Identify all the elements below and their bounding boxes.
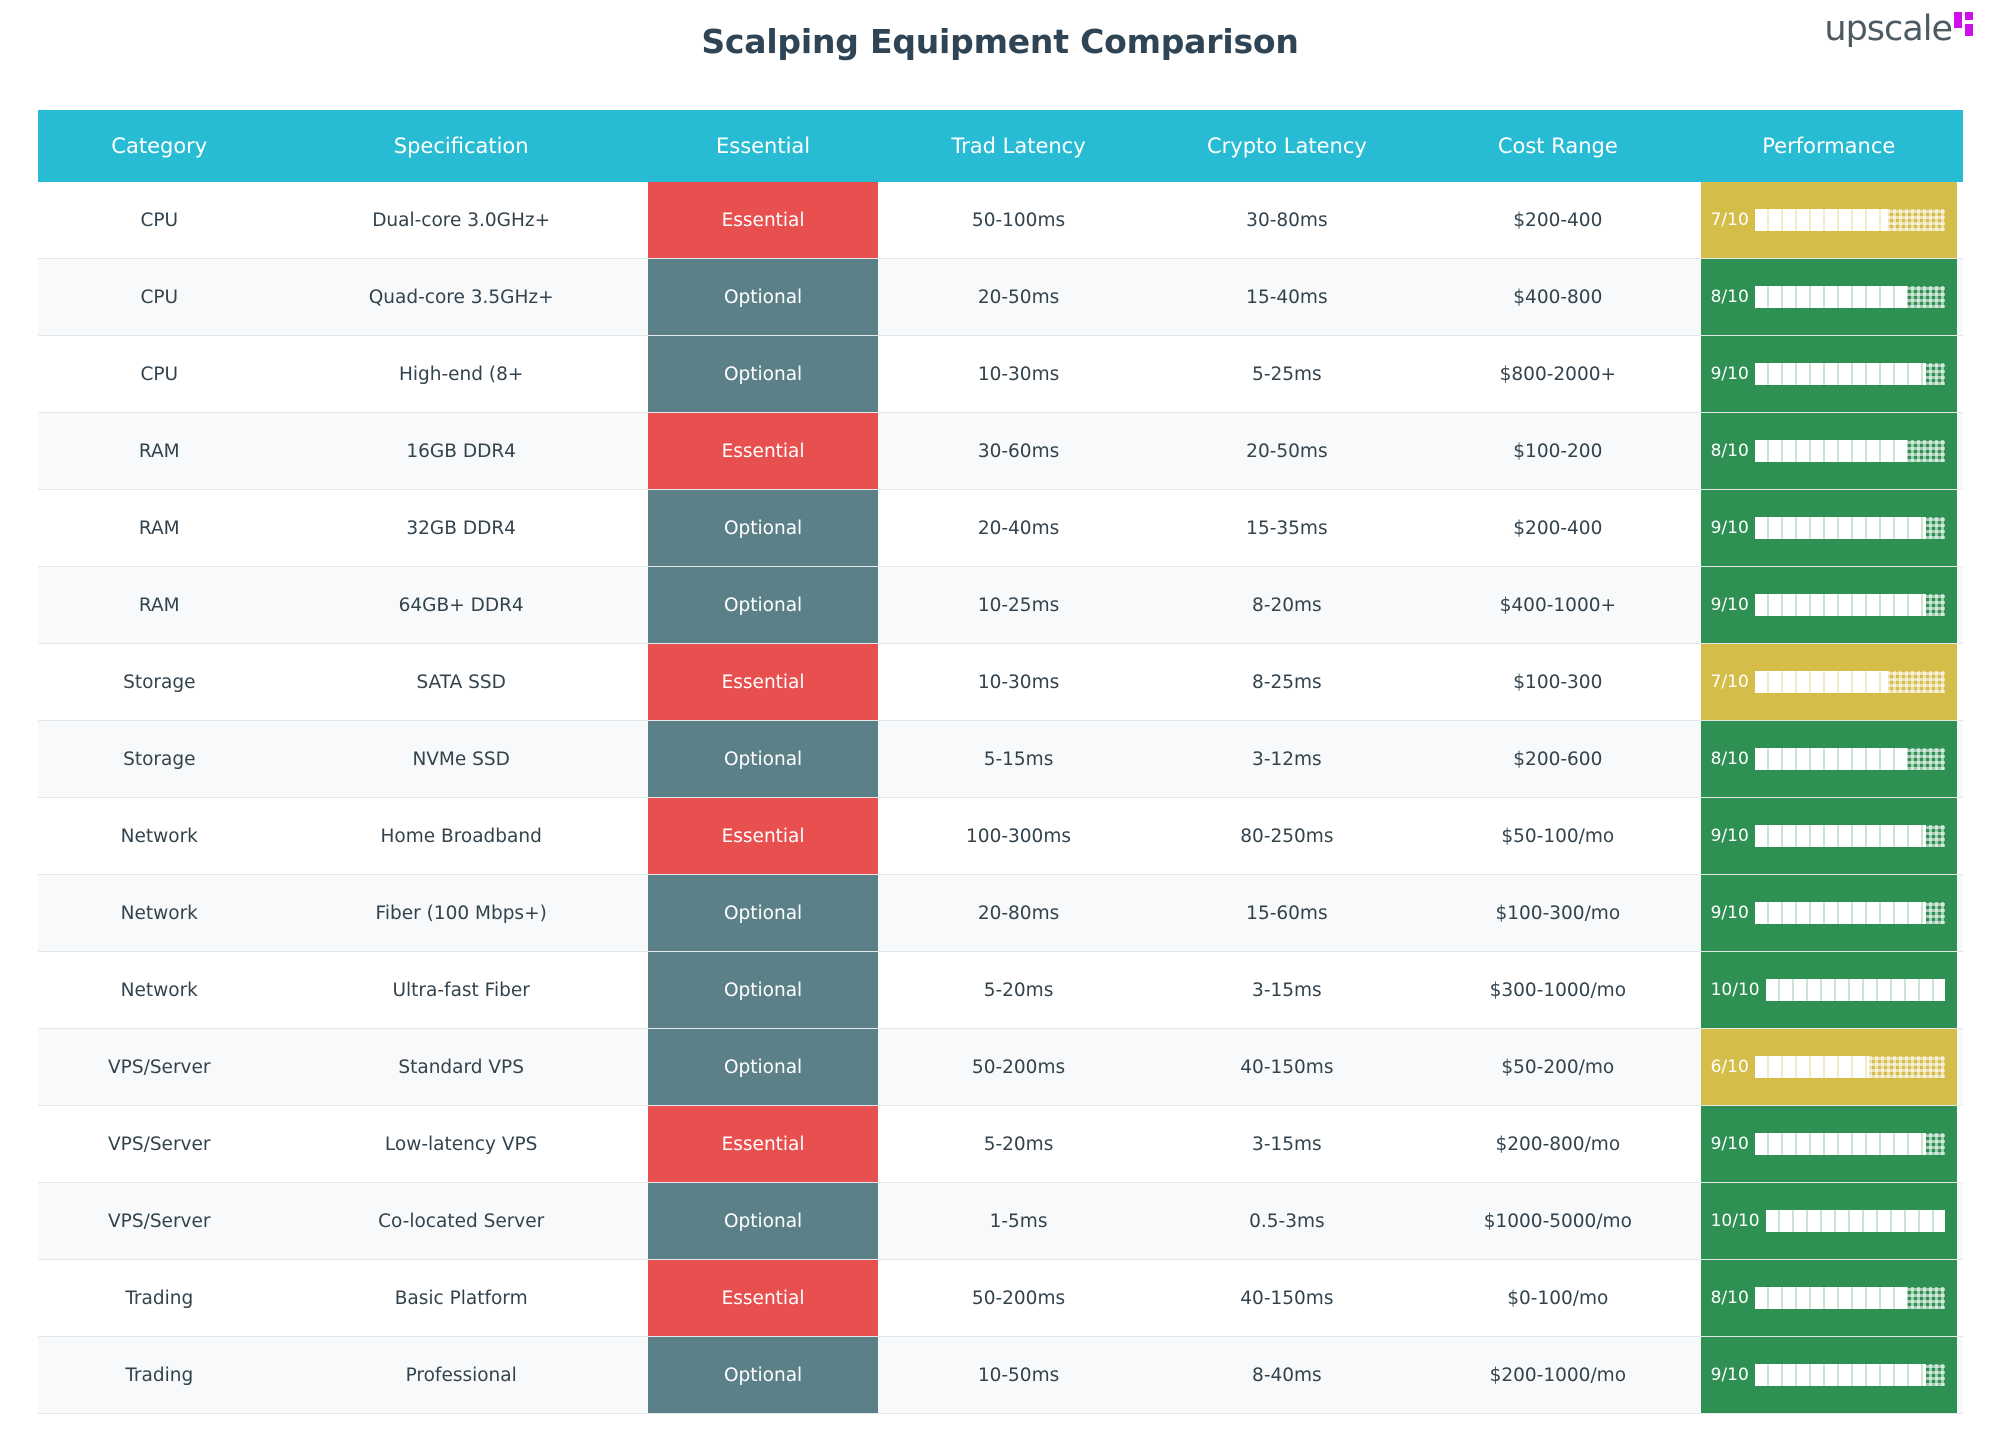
cell-specification: Home Broadband — [281, 798, 642, 875]
performance-bar-track — [1755, 748, 1945, 770]
cell-performance — [1695, 952, 1963, 1029]
cell-crypto-latency: 40-150ms — [1153, 1029, 1421, 1106]
performance-bar-track — [1755, 209, 1945, 231]
performance-rating — [1701, 952, 1957, 1028]
cell-category: Network — [38, 798, 281, 875]
essential-badge: Optional — [648, 567, 879, 643]
cell-performance — [1695, 798, 1963, 875]
performance-bar-fill — [1755, 825, 1926, 847]
cell-performance — [1695, 336, 1963, 413]
cell-essential — [642, 336, 885, 413]
cell-specification: High-end (8+ — [281, 336, 642, 413]
cell-essential — [642, 1260, 885, 1337]
cell-specification: Fiber (100 Mbps+) — [281, 875, 642, 952]
performance-bar-fill — [1755, 594, 1926, 616]
performance-score-label: 7/10 — [1710, 672, 1749, 692]
performance-rating — [1701, 1260, 1957, 1336]
table-row — [38, 644, 1963, 721]
brand-logo-text: upscale — [1824, 9, 1952, 49]
performance-bar-track — [1755, 363, 1945, 385]
cell-trad-latency: 10-30ms — [884, 644, 1152, 721]
cell-cost-range: $400-1000+ — [1421, 567, 1695, 644]
performance-bar-fill — [1755, 1133, 1926, 1155]
table-row — [38, 490, 1963, 567]
comparison-table-container — [38, 110, 1963, 1414]
cell-trad-latency: 20-40ms — [884, 490, 1152, 567]
cell-performance — [1695, 644, 1963, 721]
cell-essential — [642, 952, 885, 1029]
brand-logo-mark-icon — [1954, 12, 1976, 42]
performance-bar-fill — [1755, 1287, 1907, 1309]
table-row — [38, 182, 1963, 259]
table-row — [38, 1337, 1963, 1414]
cell-category: VPS/Server — [38, 1106, 281, 1183]
cell-category: CPU — [38, 182, 281, 259]
cell-category: RAM — [38, 567, 281, 644]
cell-specification: Co-located Server — [281, 1183, 642, 1260]
performance-score-label: 8/10 — [1710, 749, 1749, 769]
column-header-cost-range: Cost Range — [1421, 110, 1695, 182]
cell-cost-range: $0-100/mo — [1421, 1260, 1695, 1337]
cell-essential — [642, 413, 885, 490]
cell-cost-range: $200-600 — [1421, 721, 1695, 798]
performance-score-label: 9/10 — [1710, 518, 1749, 538]
performance-rating — [1701, 567, 1957, 643]
performance-rating — [1701, 798, 1957, 874]
performance-score-label: 10/10 — [1710, 980, 1760, 1000]
essential-badge: Optional — [648, 1337, 879, 1413]
cell-specification: SATA SSD — [281, 644, 642, 721]
cell-specification: 64GB+ DDR4 — [281, 567, 642, 644]
cell-essential — [642, 182, 885, 259]
performance-bar-track — [1755, 825, 1945, 847]
column-header-trad-latency: Trad Latency — [884, 110, 1152, 182]
essential-badge: Essential — [648, 1260, 879, 1336]
cell-crypto-latency: 80-250ms — [1153, 798, 1421, 875]
cell-trad-latency: 50-100ms — [884, 182, 1152, 259]
cell-essential — [642, 721, 885, 798]
column-header-category: Category — [38, 110, 281, 182]
cell-crypto-latency: 5-25ms — [1153, 336, 1421, 413]
cell-category: Trading — [38, 1337, 281, 1414]
cell-trad-latency: 10-30ms — [884, 336, 1152, 413]
cell-trad-latency: 50-200ms — [884, 1029, 1152, 1106]
performance-bar-fill — [1755, 440, 1907, 462]
cell-specification: 32GB DDR4 — [281, 490, 642, 567]
cell-specification: 16GB DDR4 — [281, 413, 642, 490]
cell-performance — [1695, 875, 1963, 952]
table-row — [38, 336, 1963, 413]
cell-performance — [1695, 413, 1963, 490]
cell-trad-latency: 20-80ms — [884, 875, 1152, 952]
performance-bar-fill — [1755, 286, 1907, 308]
table-header-row — [38, 110, 1963, 182]
cell-performance — [1695, 490, 1963, 567]
cell-crypto-latency: 15-60ms — [1153, 875, 1421, 952]
cell-cost-range: $100-200 — [1421, 413, 1695, 490]
table-row — [38, 721, 1963, 798]
essential-badge: Essential — [648, 798, 879, 874]
cell-trad-latency: 50-200ms — [884, 1260, 1152, 1337]
essential-badge: Optional — [648, 721, 879, 797]
table-row — [38, 259, 1963, 336]
performance-bar-fill — [1755, 902, 1926, 924]
cell-essential — [642, 644, 885, 721]
cell-trad-latency: 30-60ms — [884, 413, 1152, 490]
table-row — [38, 798, 1963, 875]
cell-essential — [642, 490, 885, 567]
table-row — [38, 1029, 1963, 1106]
essential-badge: Essential — [648, 413, 879, 489]
performance-rating — [1701, 875, 1957, 951]
essential-badge: Essential — [648, 644, 879, 720]
cell-trad-latency: 5-20ms — [884, 1106, 1152, 1183]
cell-essential — [642, 1183, 885, 1260]
cell-cost-range: $200-400 — [1421, 182, 1695, 259]
cell-performance — [1695, 1106, 1963, 1183]
cell-essential — [642, 875, 885, 952]
cell-category: VPS/Server — [38, 1183, 281, 1260]
cell-category: Network — [38, 952, 281, 1029]
cell-trad-latency: 5-15ms — [884, 721, 1152, 798]
essential-badge: Essential — [648, 1106, 879, 1182]
performance-bar-track — [1755, 671, 1945, 693]
performance-rating — [1701, 182, 1957, 258]
essential-badge: Optional — [648, 1183, 879, 1259]
performance-rating — [1701, 644, 1957, 720]
performance-bar-fill — [1755, 363, 1926, 385]
performance-score-label: 9/10 — [1710, 1134, 1749, 1154]
table-row — [38, 1260, 1963, 1337]
performance-bar-fill — [1755, 1056, 1869, 1078]
cell-crypto-latency: 8-40ms — [1153, 1337, 1421, 1414]
performance-score-label: 8/10 — [1710, 441, 1749, 461]
essential-badge: Optional — [648, 259, 879, 335]
cell-category: Trading — [38, 1260, 281, 1337]
cell-specification: Quad-core 3.5GHz+ — [281, 259, 642, 336]
cell-cost-range: $300-1000/mo — [1421, 952, 1695, 1029]
cell-cost-range: $200-400 — [1421, 490, 1695, 567]
cell-trad-latency: 10-25ms — [884, 567, 1152, 644]
cell-crypto-latency: 3-12ms — [1153, 721, 1421, 798]
essential-badge: Optional — [648, 490, 879, 566]
column-header-performance: Performance — [1695, 110, 1963, 182]
cell-trad-latency: 10-50ms — [884, 1337, 1152, 1414]
cell-cost-range: $200-1000/mo — [1421, 1337, 1695, 1414]
performance-bar-fill — [1755, 517, 1926, 539]
cell-essential — [642, 567, 885, 644]
cell-specification: Low-latency VPS — [281, 1106, 642, 1183]
cell-category: Storage — [38, 644, 281, 721]
table-body — [38, 182, 1963, 1414]
cell-performance — [1695, 1337, 1963, 1414]
performance-bar-track — [1755, 517, 1945, 539]
performance-bar-track — [1755, 594, 1945, 616]
cell-crypto-latency: 15-35ms — [1153, 490, 1421, 567]
performance-score-label: 9/10 — [1710, 364, 1749, 384]
cell-crypto-latency: 15-40ms — [1153, 259, 1421, 336]
performance-rating — [1701, 490, 1957, 566]
performance-score-label: 7/10 — [1710, 210, 1749, 230]
cell-crypto-latency: 3-15ms — [1153, 1106, 1421, 1183]
cell-performance — [1695, 182, 1963, 259]
cell-cost-range: $50-200/mo — [1421, 1029, 1695, 1106]
table-row — [38, 567, 1963, 644]
performance-bar-track — [1755, 1287, 1945, 1309]
cell-performance — [1695, 1029, 1963, 1106]
cell-essential — [642, 1029, 885, 1106]
performance-score-label: 6/10 — [1710, 1057, 1749, 1077]
cell-essential — [642, 798, 885, 875]
performance-rating — [1701, 413, 1957, 489]
performance-score-label: 9/10 — [1710, 826, 1749, 846]
performance-bar-fill — [1766, 979, 1945, 1001]
cell-cost-range: $200-800/mo — [1421, 1106, 1695, 1183]
cell-performance — [1695, 567, 1963, 644]
cell-specification: Basic Platform — [281, 1260, 642, 1337]
performance-rating — [1701, 1106, 1957, 1182]
column-header-specification: Specification — [281, 110, 642, 182]
essential-badge: Optional — [648, 1029, 879, 1105]
performance-score-label: 10/10 — [1710, 1211, 1760, 1231]
performance-bar-track — [1766, 1210, 1945, 1232]
cell-cost-range: $400-800 — [1421, 259, 1695, 336]
cell-crypto-latency: 8-25ms — [1153, 644, 1421, 721]
table-row — [38, 875, 1963, 952]
cell-crypto-latency: 8-20ms — [1153, 567, 1421, 644]
performance-rating — [1701, 1029, 1957, 1105]
essential-badge: Optional — [648, 952, 879, 1028]
cell-performance — [1695, 721, 1963, 798]
cell-crypto-latency: 0.5-3ms — [1153, 1183, 1421, 1260]
cell-category: CPU — [38, 259, 281, 336]
performance-rating — [1701, 1183, 1957, 1259]
performance-bar-fill — [1755, 209, 1888, 231]
cell-trad-latency: 5-20ms — [884, 952, 1152, 1029]
comparison-table — [38, 110, 1963, 1414]
cell-cost-range: $100-300/mo — [1421, 875, 1695, 952]
performance-score-label: 9/10 — [1710, 1365, 1749, 1385]
cell-category: RAM — [38, 490, 281, 567]
cell-cost-range: $100-300 — [1421, 644, 1695, 721]
performance-score-label: 9/10 — [1710, 903, 1749, 923]
performance-bar-track — [1755, 440, 1945, 462]
cell-cost-range: $50-100/mo — [1421, 798, 1695, 875]
cell-crypto-latency: 20-50ms — [1153, 413, 1421, 490]
column-header-crypto-latency: Crypto Latency — [1153, 110, 1421, 182]
cell-specification: Dual-core 3.0GHz+ — [281, 182, 642, 259]
essential-badge: Optional — [648, 875, 879, 951]
performance-score-label: 8/10 — [1710, 287, 1749, 307]
performance-bar-track — [1766, 979, 1945, 1001]
cell-cost-range: $1000-5000/mo — [1421, 1183, 1695, 1260]
essential-badge: Essential — [648, 182, 879, 258]
performance-bar-fill — [1755, 1364, 1926, 1386]
cell-trad-latency: 1-5ms — [884, 1183, 1152, 1260]
table-row — [38, 1183, 1963, 1260]
performance-rating — [1701, 259, 1957, 335]
cell-trad-latency: 100-300ms — [884, 798, 1152, 875]
performance-score-label: 8/10 — [1710, 1288, 1749, 1308]
performance-bar-track — [1755, 1364, 1945, 1386]
performance-bar-track — [1755, 286, 1945, 308]
cell-specification: Ultra-fast Fiber — [281, 952, 642, 1029]
cell-performance — [1695, 1183, 1963, 1260]
performance-rating — [1701, 721, 1957, 797]
performance-rating — [1701, 336, 1957, 412]
cell-category: CPU — [38, 336, 281, 413]
cell-crypto-latency: 3-15ms — [1153, 952, 1421, 1029]
cell-category: RAM — [38, 413, 281, 490]
page-title: Scalping Equipment Comparison — [701, 22, 1299, 61]
performance-bar-track — [1755, 902, 1945, 924]
cell-specification: NVMe SSD — [281, 721, 642, 798]
performance-bar-fill — [1755, 748, 1907, 770]
essential-badge: Optional — [648, 336, 879, 412]
cell-essential — [642, 259, 885, 336]
cell-crypto-latency: 40-150ms — [1153, 1260, 1421, 1337]
cell-cost-range: $800-2000+ — [1421, 336, 1695, 413]
table-row — [38, 1106, 1963, 1183]
performance-rating — [1701, 1337, 1957, 1413]
performance-bar-fill — [1755, 671, 1888, 693]
performance-bar-track — [1755, 1133, 1945, 1155]
cell-specification: Standard VPS — [281, 1029, 642, 1106]
cell-performance — [1695, 259, 1963, 336]
cell-specification: Professional — [281, 1337, 642, 1414]
cell-crypto-latency: 30-80ms — [1153, 182, 1421, 259]
cell-trad-latency: 20-50ms — [884, 259, 1152, 336]
cell-essential — [642, 1106, 885, 1183]
table-row — [38, 952, 1963, 1029]
performance-bar-track — [1755, 1056, 1945, 1078]
cell-category: VPS/Server — [38, 1029, 281, 1106]
performance-bar-fill — [1766, 1210, 1945, 1232]
cell-category: Network — [38, 875, 281, 952]
table-row — [38, 413, 1963, 490]
cell-performance — [1695, 1260, 1963, 1337]
column-header-essential: Essential — [642, 110, 885, 182]
brand-logo — [1824, 10, 1976, 56]
cell-essential — [642, 1337, 885, 1414]
cell-category: Storage — [38, 721, 281, 798]
performance-score-label: 9/10 — [1710, 595, 1749, 615]
